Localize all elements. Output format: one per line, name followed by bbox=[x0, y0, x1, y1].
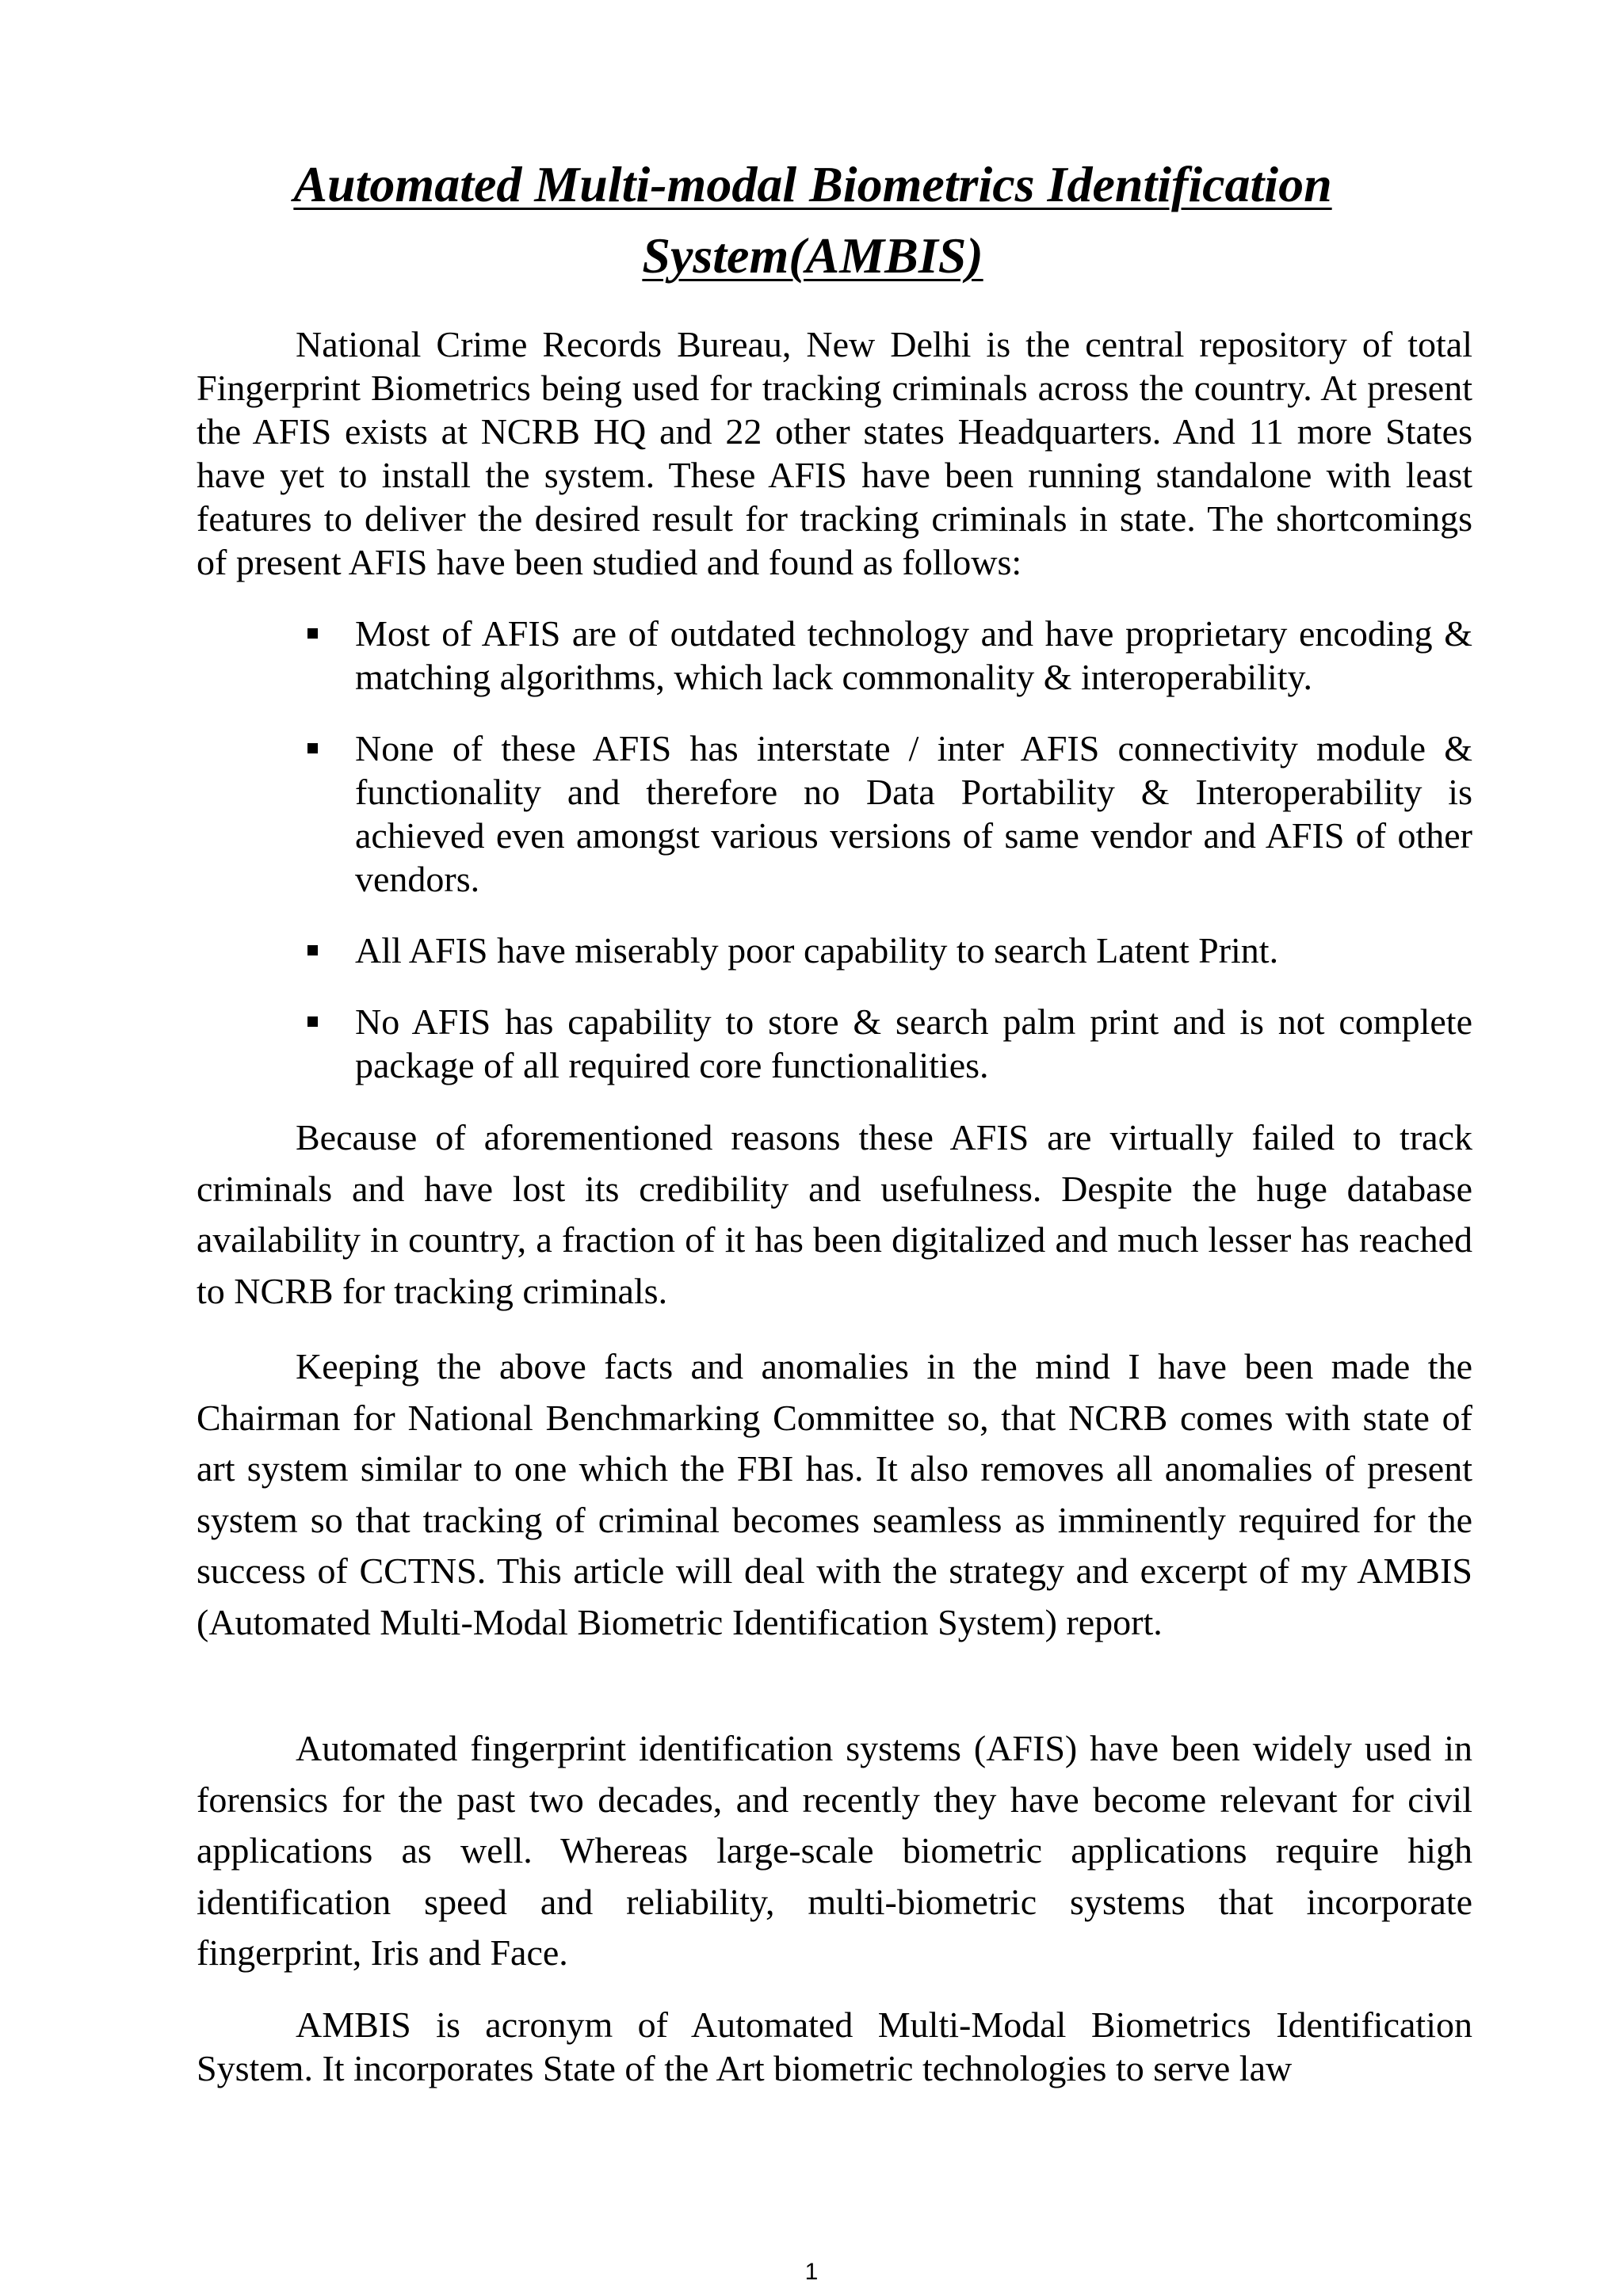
square-bullet-icon bbox=[307, 628, 318, 639]
list-item-text: None of these AFIS has interstate / inter AFIS connectivity module & functionality and therefore no Data Portability & Interoperability is achieved even amongst various versions of same vendor and AFIS of other vendors. bbox=[355, 728, 1472, 899]
intro-paragraph: National Crime Records Bureau, New Delhi is the central repository of total Fingerprint Biometrics being used for tracking criminals across the country. At present the AFIS exists at NCRB HQ and 22 other states Headquarters. And 11 more States have yet to install the system. These AFIS have been running standalone with least features to deliver the desired result for tracking criminals in state. The shortcomings of present AFIS have been studied and found as follows: bbox=[197, 324, 1472, 582]
list-item bbox=[197, 727, 1472, 901]
list-item bbox=[197, 929, 1472, 972]
list-item-text: Most of AFIS are of outdated technology and have proprietary encoding & matching algorithms, which lack commonality & interoperability. bbox=[355, 613, 1472, 697]
list-item-text: No AFIS has capability to store & search palm print and is not complete package of all required core functionalities. bbox=[355, 1001, 1472, 1085]
shortcomings-list bbox=[197, 612, 1472, 1115]
square-bullet-icon bbox=[307, 743, 318, 753]
list-item bbox=[197, 612, 1472, 699]
body-paragraph: Because of aforementioned reasons these AFIS are virtually failed to track criminals and have lost its credibility and usefulness. Despite the huge database availability in country, a fraction of it has been digitalized and much lesser has reached to NCRB for tracking criminals. bbox=[197, 1117, 1472, 1311]
document-title: Automated Multi-modal Biometrics Identification System(AMBIS) bbox=[293, 156, 1332, 284]
body-paragraph: Automated fingerprint identification systems (AFIS) have been widely used in forensics for the past two decades, and recently they have become relevant for civil applications as well. Whereas large-scale biometric applications require high identification speed and reliability, multi-biometric systems that incorporate fingerprint, Iris and Face. bbox=[197, 1728, 1472, 1973]
square-bullet-icon bbox=[307, 1016, 318, 1027]
page-number: 1 bbox=[804, 2259, 819, 2285]
list-item-text: All AFIS have miserably poor capability to search Latent Print. bbox=[355, 930, 1279, 971]
body-paragraph: Keeping the above facts and anomalies in the mind I have been made the Chairman for National Benchmarking Committee so, that NCRB comes with state of art system similar to one which the FBI has. It also removes all anomalies of present system so that tracking of criminal becomes seamless as imminently required for the success of CCTNS. This article will deal with the strategy and excerpt of my AMBIS (Automated Multi-Modal Biometric Identification System) report. bbox=[197, 1346, 1472, 1642]
square-bullet-icon bbox=[307, 945, 318, 955]
body-paragraph: AMBIS is acronym of Automated Multi-Modal Biometrics Identification System. It incorporates State of the Art biometric technologies to serve law bbox=[197, 2004, 1472, 2088]
list-item bbox=[197, 1000, 1472, 1087]
